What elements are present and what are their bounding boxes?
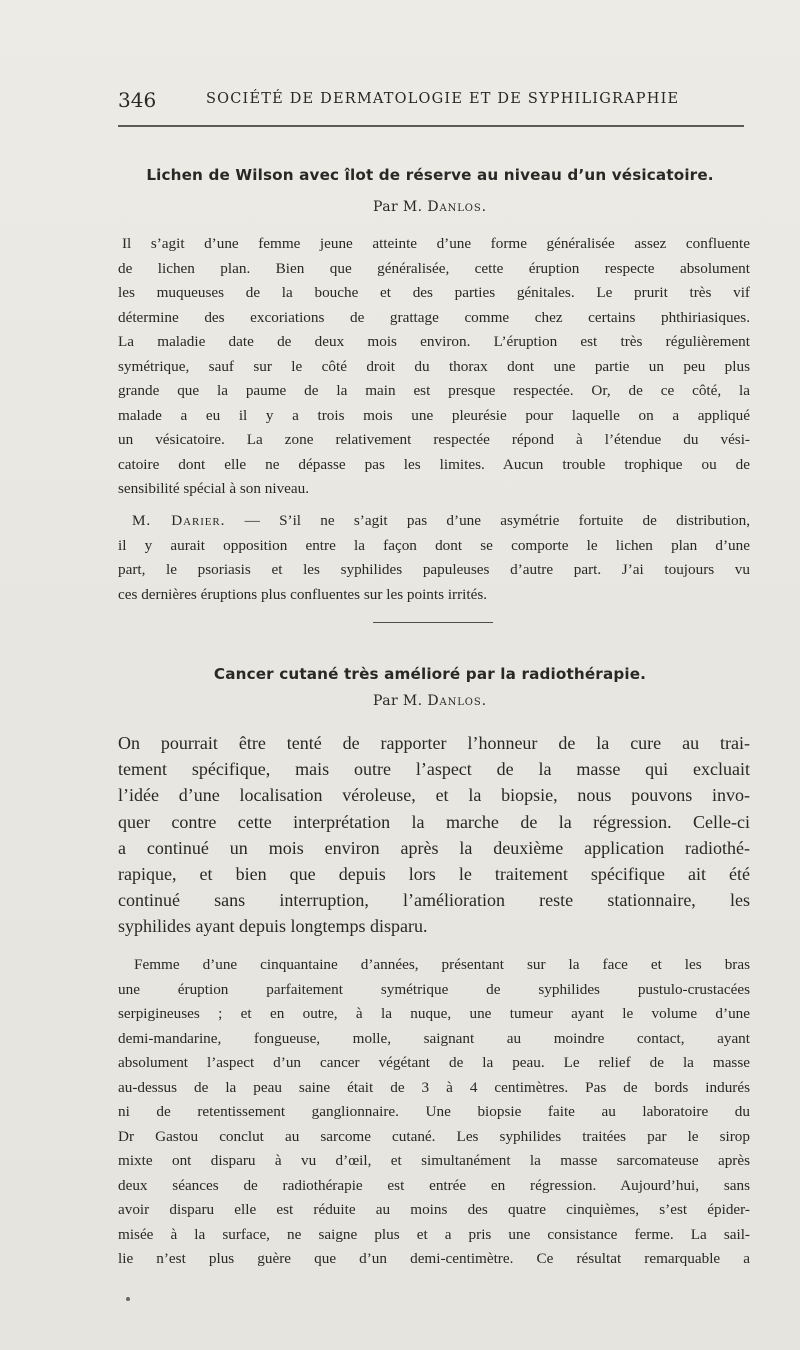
text-line: catoire dont elle ne dépasse pas les limites. Aucun trouble trophique ou de — [118, 455, 750, 473]
text-line: l’idée d’une localisation véroleuse, et la biopsie, nous pouvons invo- — [118, 785, 750, 806]
text-line: un vésicatoire. La zone relativement respectée répond à l’étendue du vési- — [118, 431, 750, 448]
text-line: continué sans interruption, l’amélioration reste stationnaire, les — [118, 890, 750, 911]
text-line: absolument l’aspect d’un cancer végétant de la peau. Le relief de la masse — [118, 1054, 750, 1071]
byline-prefix: Par M. — [373, 693, 423, 709]
text-line: misée à la surface, ne saigne plus et a pris une consistance ferme. La sail- — [118, 1225, 750, 1243]
byline-prefix: Par M. — [373, 199, 423, 215]
page-number: 346 — [118, 88, 157, 112]
speaker-name: M. Darier. — [132, 512, 226, 529]
text-line: détermine des excoriations de grattage comme chez certains phthiriasiques. — [118, 308, 750, 326]
text-line: On pourrait être tenté de rapporter l’honneur de la cure au trai- — [118, 733, 750, 753]
text-line: tement spécifique, mais outre l’aspect de la masse qui excluait — [118, 759, 750, 780]
text-line: part, le psoriasis et les syphilides papuleuses d’autre part. J’ai toujours vu — [118, 561, 750, 578]
text-line: avoir disparu elle est réduite au moins des quatre cinquièmes, s’est épider- — [118, 1201, 750, 1218]
text-line: sensibilité spécial à son niveau. — [118, 480, 310, 497]
text-line: deux séances de radiothérapie est entrée en régression. Aujourd’hui, sans — [118, 1176, 750, 1194]
cancer-case-paragraph — [118, 953, 750, 1272]
text-line: au-dessus de la peau saine était de 3 à 4 centimètres. Pas de bords indurés — [118, 1078, 750, 1096]
text-line: ni de retentissement ganglionnaire. Une biopsie faite au laboratoire du — [118, 1103, 750, 1120]
paper-speck-mark — [126, 1297, 130, 1301]
discussion-first-line — [118, 509, 750, 534]
author-name: Danlos. — [427, 693, 487, 709]
text-line: ces dernières éruptions plus confluentes sur les points irrités. — [118, 585, 488, 603]
text-line: lie n’est plus guère que d’un demi-centimètre. Ce résultat remarquable a — [118, 1250, 750, 1267]
darier-discussion — [118, 509, 750, 607]
byline-lichen — [110, 197, 750, 217]
text-line: grande que la paume de la main est presque respectée. Or, de ce côté, la — [118, 382, 750, 399]
text-line: symétrique, sauf sur le côté droit du thorax dont une partie un peu plus — [118, 357, 750, 375]
text-line: malade a eu il y a trois mois une pleurésie pour laquelle on a appliqué — [118, 406, 750, 424]
text-line: rapique, et bien que depuis lors le traitement spécifique ait été — [118, 863, 750, 884]
text-line: Dr Gastou conclut au sarcome cutané. Les syphilides traitées par le sirop — [118, 1127, 750, 1145]
running-head — [118, 88, 744, 112]
text-line: La maladie date de deux mois environ. L’éruption est très régulièrement — [118, 333, 750, 350]
text-line: serpigineuses ; et en outre, à la nuque, une tumeur ayant le volume d’une — [118, 1005, 750, 1022]
text-line: demi-mandarine, fongueuse, molle, saignant au moindre contact, ayant — [118, 1029, 750, 1047]
section-separator — [373, 622, 493, 623]
text-line: quer contre cette interprétation la marche de la régression. Celle-ci — [118, 811, 750, 832]
text-line: Il s’agit d’une femme jeune atteinte d’une forme généralisée assez confluente — [122, 235, 750, 252]
header-rule — [118, 125, 744, 127]
byline-cancer — [110, 691, 750, 711]
text-line: il y aurait opposition entre la façon dont se comporte le lichen plan d’une — [118, 536, 750, 554]
cancer-intro-paragraph — [118, 730, 750, 940]
text-line: les muqueuses de la bouche et des parties génitales. Le prurit très vif — [118, 284, 750, 301]
author-name: Danlos. — [427, 199, 487, 215]
article-title-cancer: Cancer cutané très amélioré par la radiothérapie. — [213, 665, 647, 683]
lichen-paragraph — [118, 232, 750, 502]
discussion-text: — S’il ne s’agit pas d’une asymétrie fortuite de distribution, — [225, 512, 750, 529]
text-line: de lichen plan. Bien que généralisée, cette éruption respecte absolument — [118, 259, 750, 277]
running-title: SOCIÉTÉ DE DERMATOLOGIE ET DE SYPHILIGRAPHIE — [206, 91, 680, 107]
text-line: mixte ont disparu à vu d’œil, et simultanément la masse sarcomateuse après — [118, 1152, 750, 1169]
text-line: syphilides ayant depuis longtemps disparu. — [118, 916, 428, 937]
text-line: a continué un mois environ après la deuxième application radiothé- — [118, 837, 750, 858]
text-line: une éruption parfaitement symétrique de syphilides pustulo-crustacées — [118, 980, 750, 998]
article-title-lichen: Lichen de Wilson avec îlot de réserve au niveau d’un vésicatoire. — [146, 166, 714, 184]
text-line: Femme d’une cinquantaine d’années, présentant sur la face et les bras — [134, 956, 750, 973]
